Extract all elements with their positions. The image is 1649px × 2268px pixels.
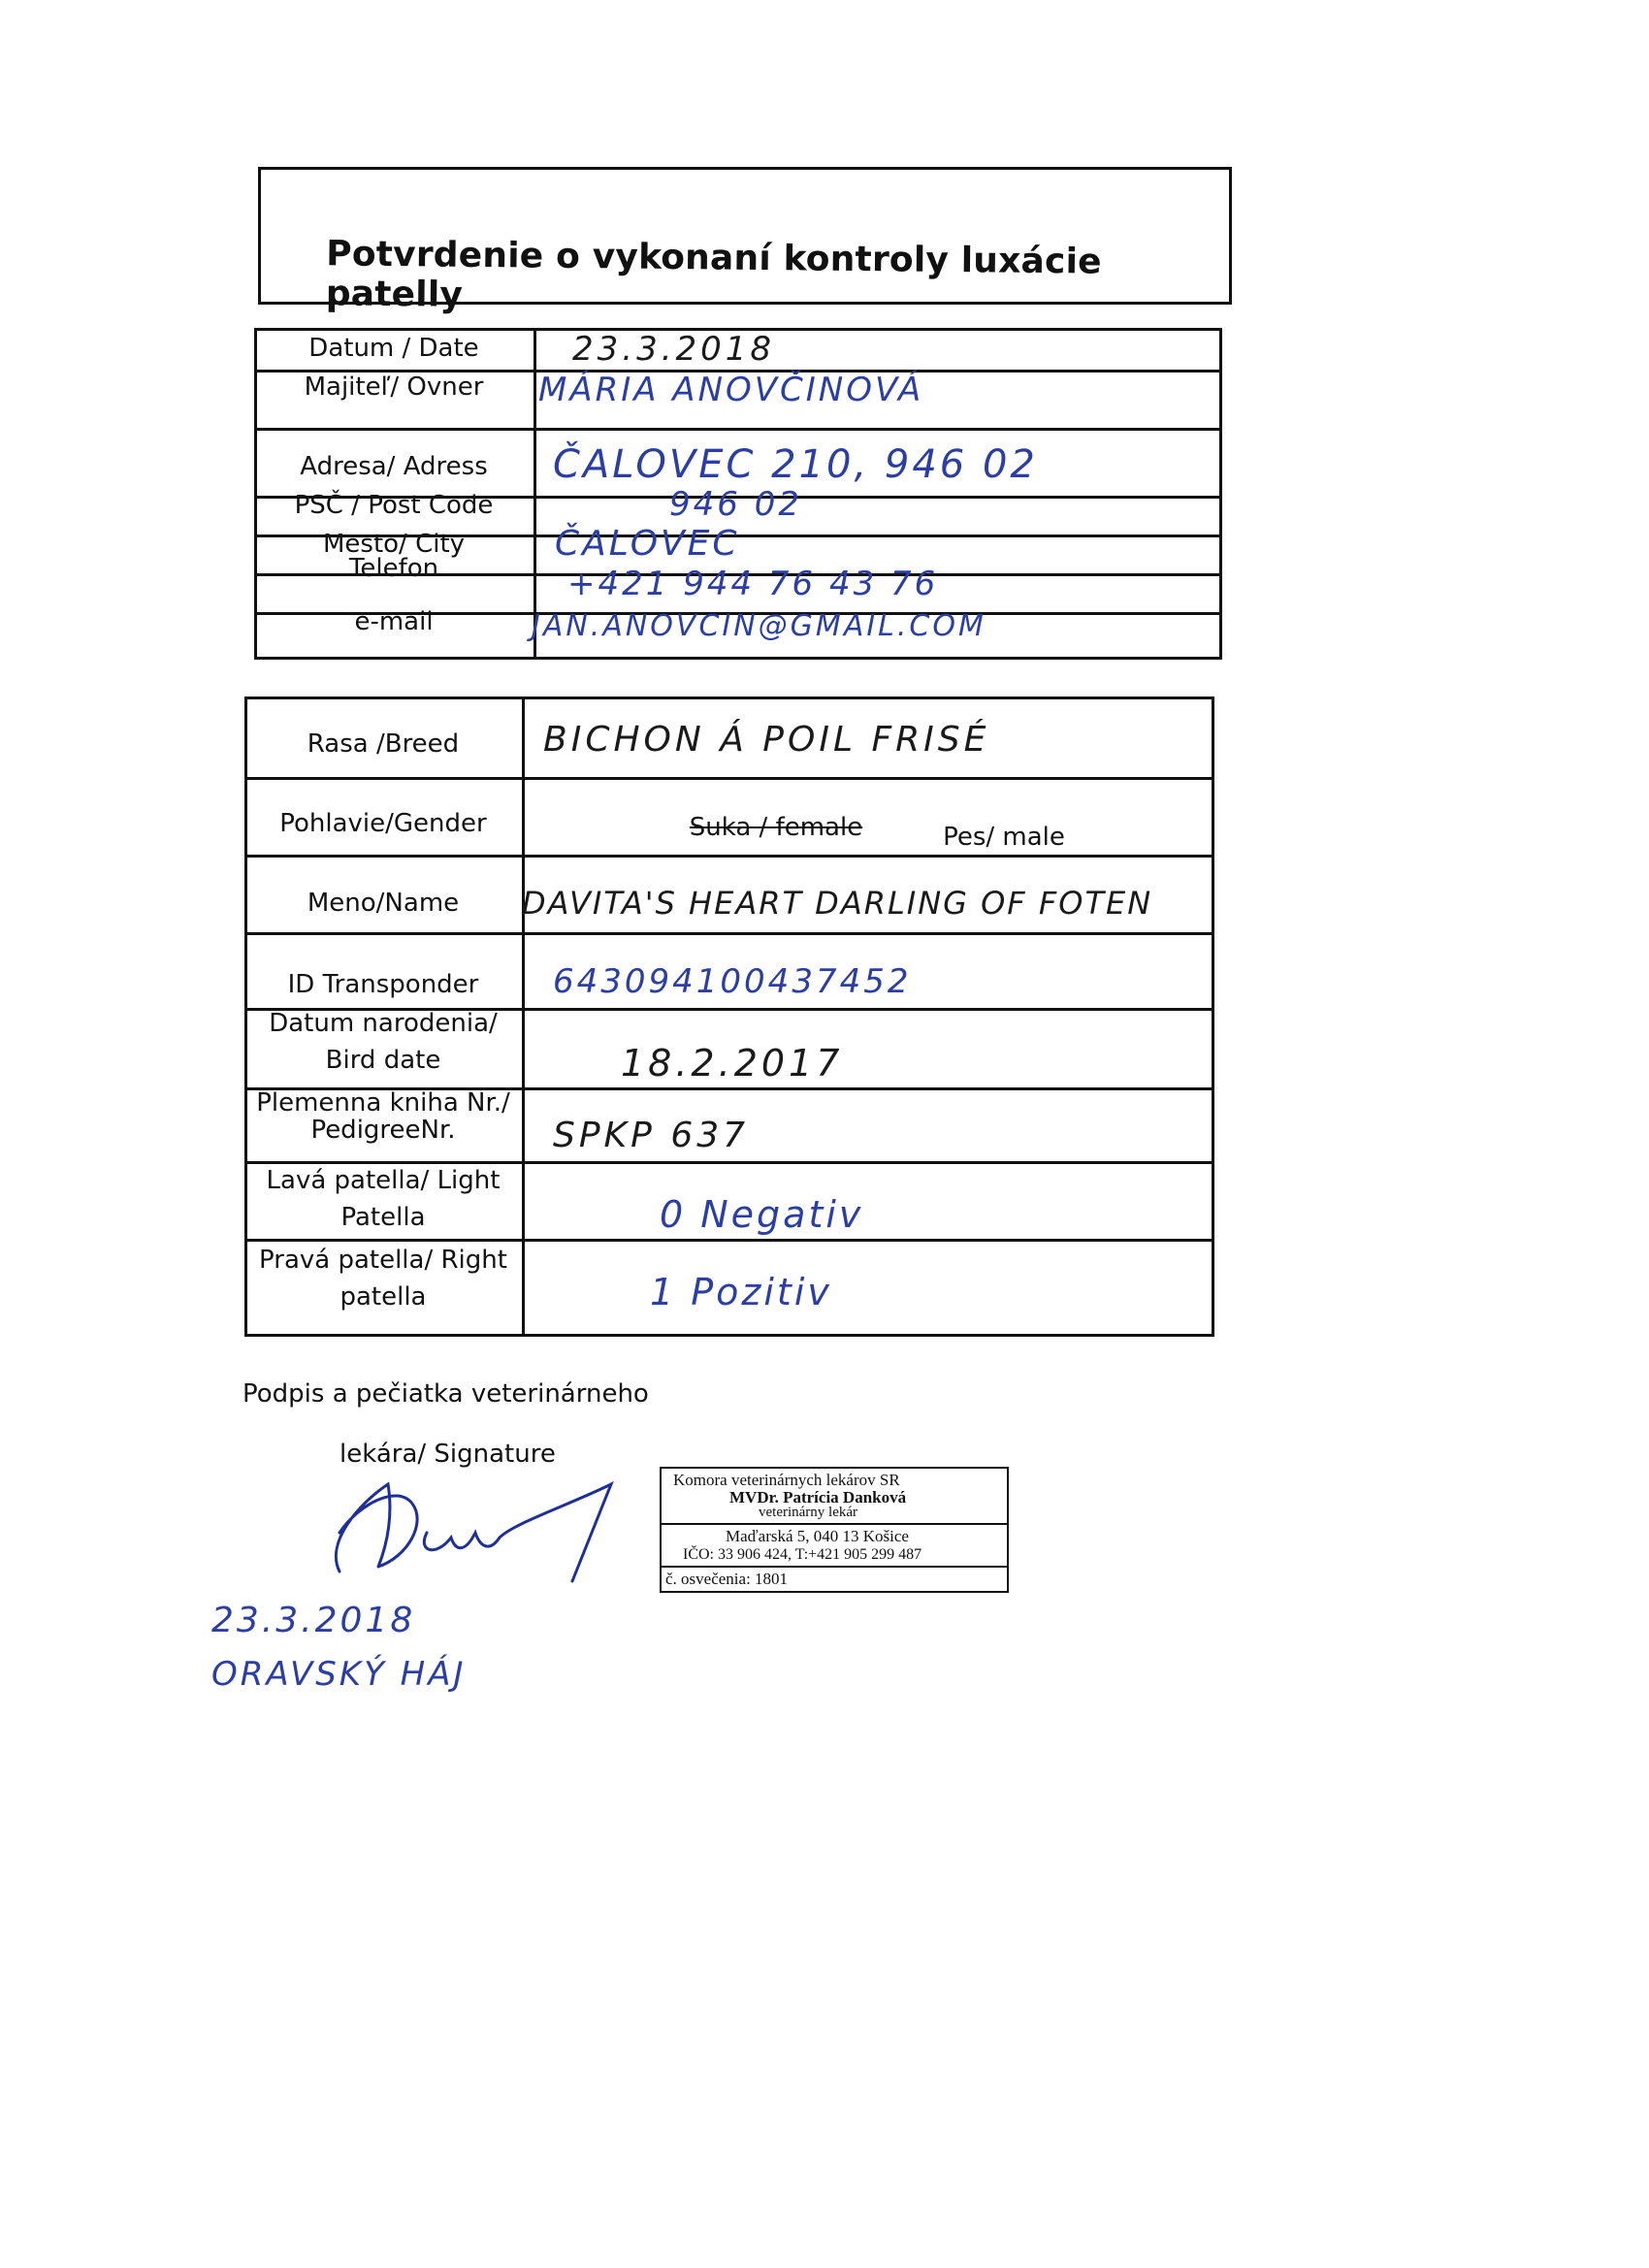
birthdate-value: 18.2.2017 bbox=[621, 1042, 844, 1085]
email-value: JAN.ANOVCIN@GMAIL.COM bbox=[532, 609, 986, 643]
birthdate-label-1: Datum narodenia/ bbox=[269, 1009, 498, 1038]
postcode-value: 946 02 bbox=[669, 485, 802, 524]
postcode-label: PSČ / Post Code bbox=[294, 491, 494, 520]
handwritten-signature bbox=[320, 1465, 669, 1591]
owner-value: MÁRIA ANOVČINOVÁ bbox=[538, 371, 924, 409]
transponder-value: 643094100437452 bbox=[553, 962, 912, 1001]
signature-label-2: lekára/ Signature bbox=[340, 1440, 556, 1469]
pedigree-value: SPKP 637 bbox=[553, 1116, 750, 1155]
date-value: 23.3.2018 bbox=[572, 330, 776, 369]
date-label: Datum / Date bbox=[308, 334, 479, 363]
stamp-line5: IČO: 33 906 424, T:+421 905 299 487 bbox=[683, 1546, 922, 1563]
address-value: ČALOVEC 210, 946 02 bbox=[553, 442, 1038, 487]
phone-label: Telefon bbox=[348, 554, 439, 583]
birthdate-label-2: Bird date bbox=[325, 1046, 441, 1075]
handwritten-date: 23.3.2018 bbox=[211, 1601, 416, 1640]
stamp-line1: Komora veterinárnych lekárov SR bbox=[673, 1471, 900, 1489]
vet-stamp bbox=[660, 1467, 1009, 1593]
left-patella-label-1: Lavá patella/ Light bbox=[266, 1166, 501, 1195]
signature-label-1: Podpis a pečiatka veterinárneho bbox=[242, 1379, 649, 1409]
gender-male-option: Pes/ male bbox=[943, 823, 1065, 852]
stamp-line2: MVDr. Patrícia Danková bbox=[729, 1488, 907, 1507]
gender-female-option: Suka / female bbox=[689, 813, 863, 842]
name-label: Meno/Name bbox=[307, 889, 460, 918]
breed-label: Rasa /Breed bbox=[307, 729, 460, 759]
right-patella-label-2: patella bbox=[340, 1282, 427, 1312]
phone-value: +421 944 76 43 76 bbox=[567, 565, 939, 603]
email-label: e-mail bbox=[354, 607, 434, 636]
gender-label: Pohlavie/Gender bbox=[279, 809, 487, 838]
dog-name-value: DAVITA'S HEART DARLING OF FOTEN bbox=[522, 885, 1153, 922]
owner-label: Majiteľ/ Ovner bbox=[304, 373, 484, 402]
stamp-line4: Maďarská 5, 040 13 Košice bbox=[726, 1527, 909, 1545]
pedigree-label-2: PedigreeNr. bbox=[310, 1116, 456, 1145]
right-patella-value: 1 Pozitiv bbox=[650, 1271, 832, 1313]
breed-value: BICHON Á POIL FRISÉ bbox=[543, 720, 990, 760]
pedigree-label-1: Plemenna kniha Nr./ bbox=[256, 1088, 510, 1118]
transponder-label: ID Transponder bbox=[287, 970, 479, 999]
right-patella-label-1: Pravá patella/ Right bbox=[259, 1246, 507, 1275]
left-patella-label-2: Patella bbox=[340, 1203, 426, 1232]
left-patella-value: 0 Negativ bbox=[660, 1193, 864, 1236]
stamp-line3: veterinárny lekár bbox=[759, 1505, 858, 1520]
stamp-line6: č. osvečenia: 1801 bbox=[665, 1570, 789, 1588]
address-label: Adresa/ Adress bbox=[300, 452, 488, 481]
city-label: Mesto/ City bbox=[322, 530, 466, 559]
handwritten-place: ORAVSKÝ HÁJ bbox=[211, 1655, 467, 1694]
city-value: ČALOVEC bbox=[555, 524, 740, 564]
document-title: Potvrdenie o vykonaní kontroly luxácie patelly bbox=[325, 234, 1102, 315]
